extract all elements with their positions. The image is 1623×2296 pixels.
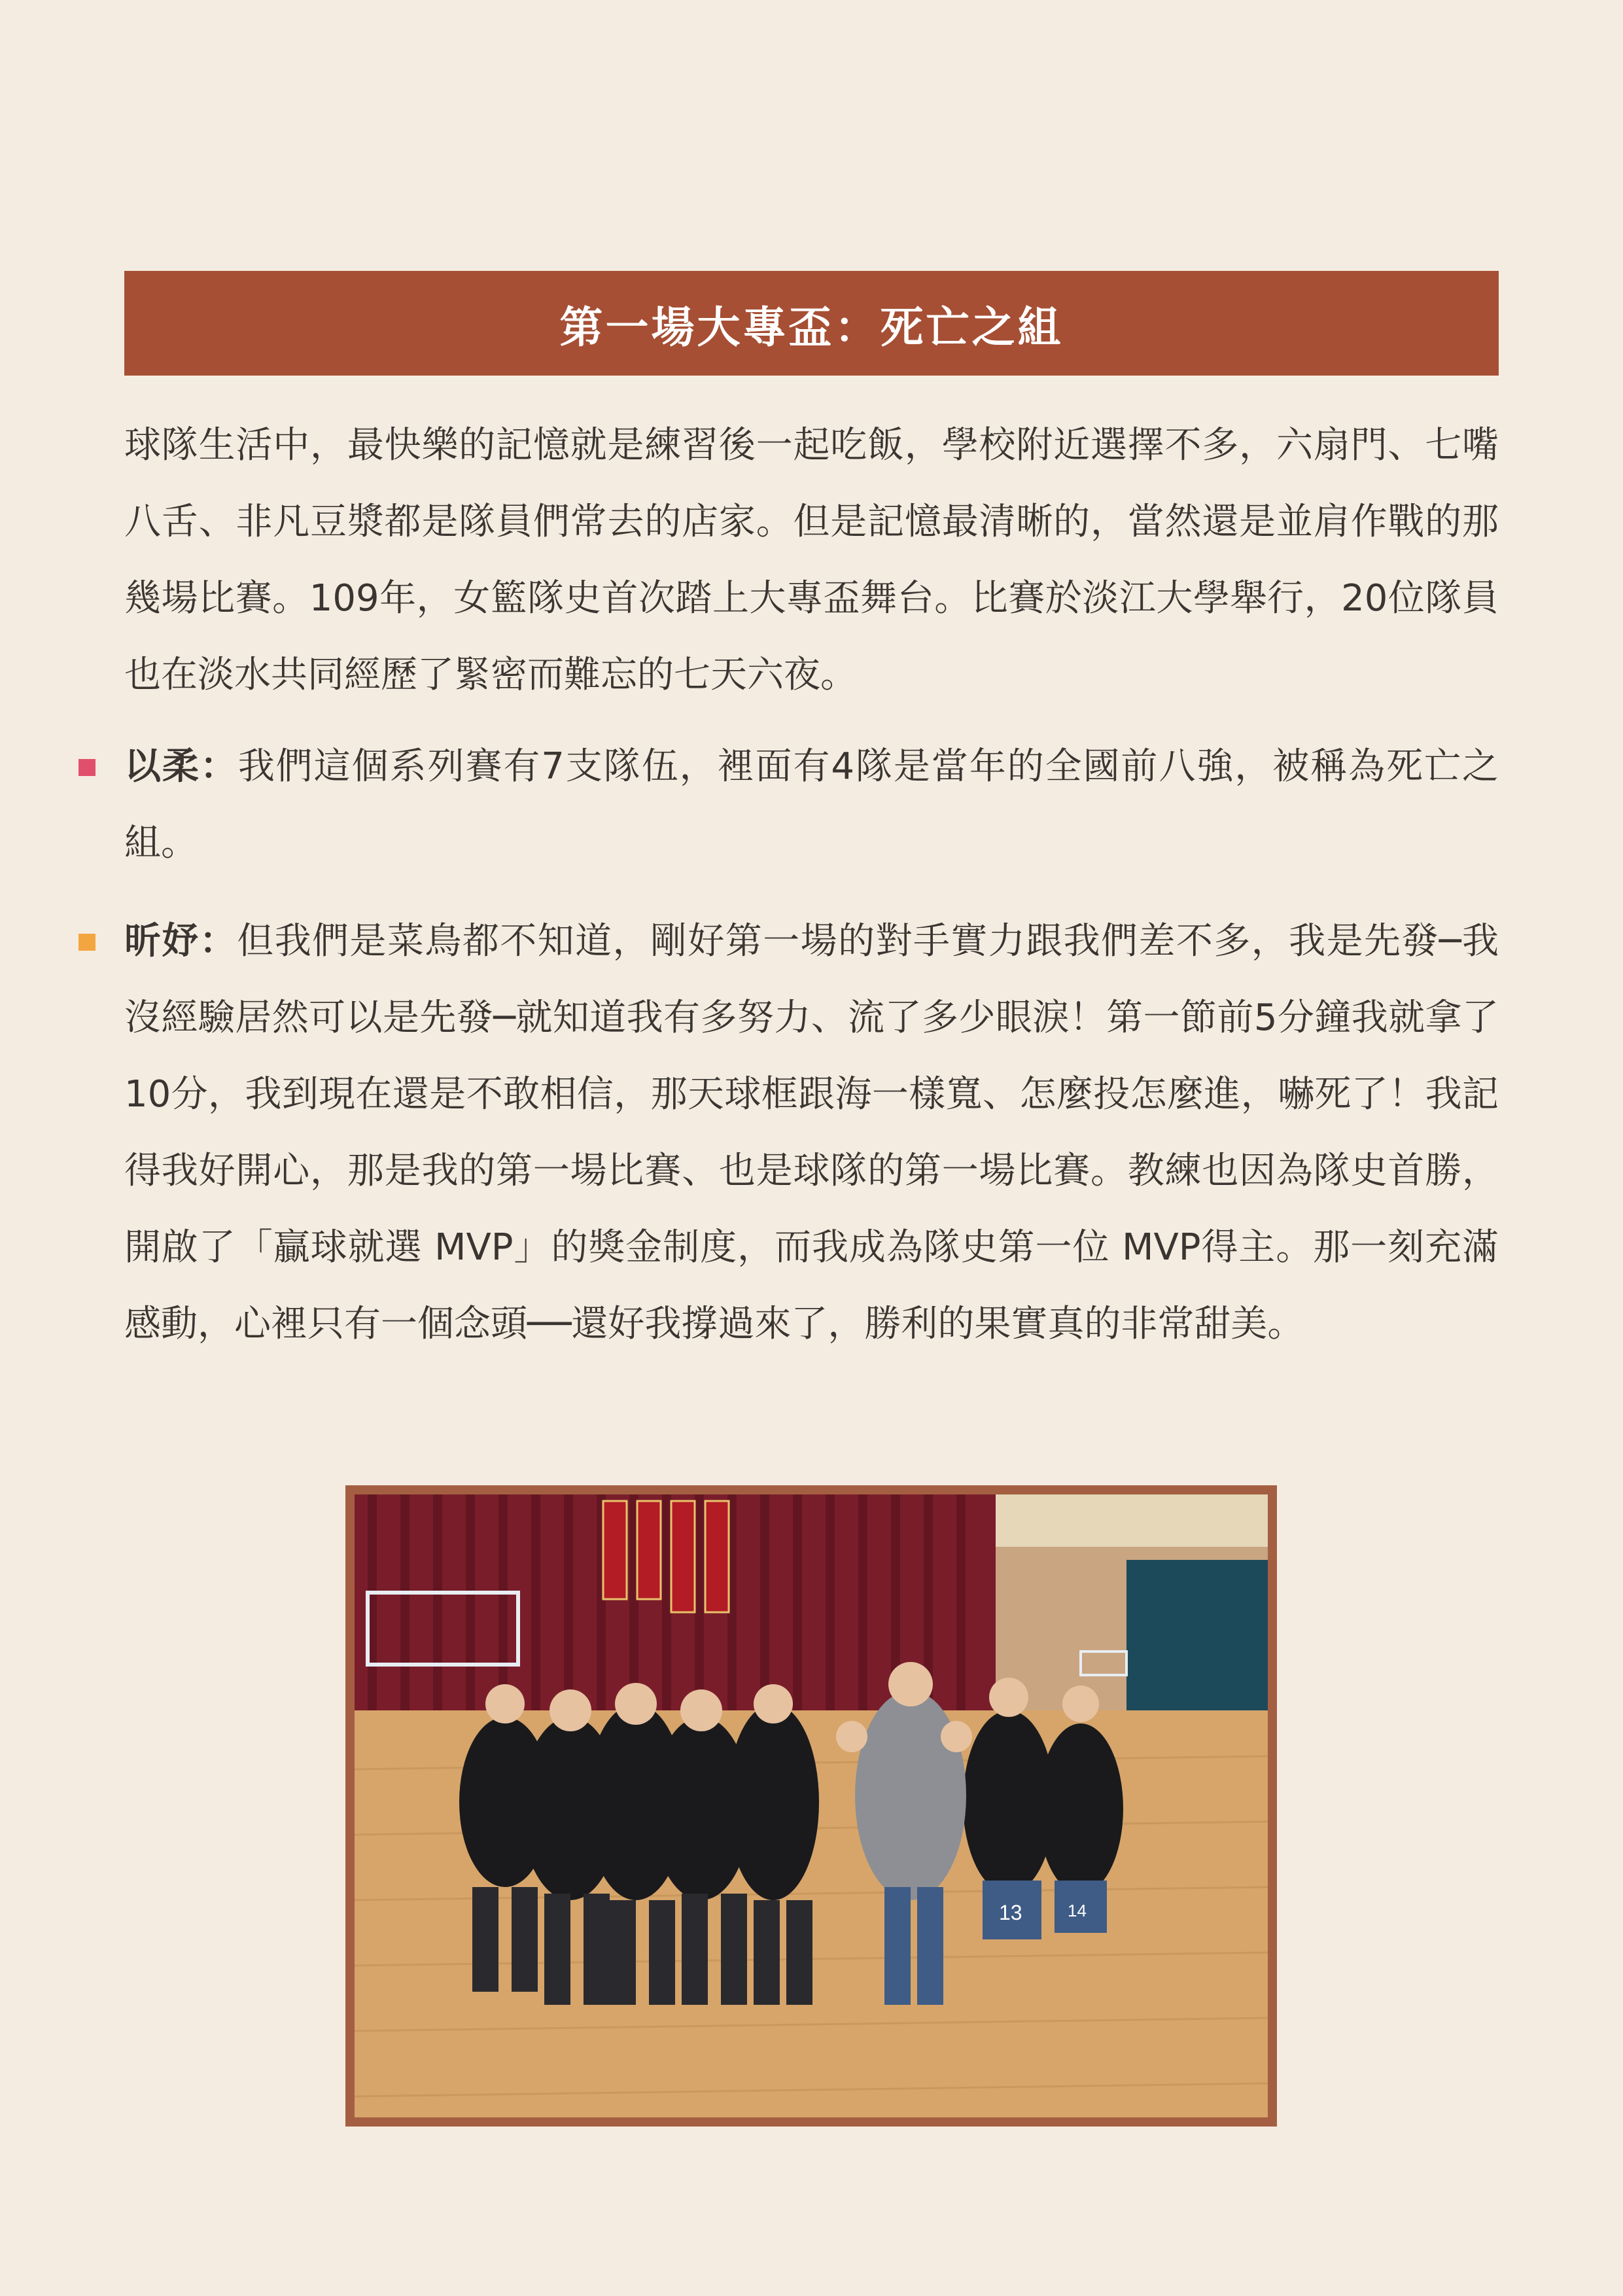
section-title: 第一場大專盃：死亡之組: [559, 302, 1064, 353]
bullet-square-pink: [79, 759, 96, 776]
jersey-number: 14: [1068, 1901, 1087, 1920]
quote-text: 但我們是菜鳥都不知道，剛好第一場的對手實力跟我們差不多，我是先發─我沒經驗居然可以是先發─就知道我有多努力、流了多少眼淚！第一節前5分鐘我就拿了10分，我到現在還是不敢相信，那天球框跟海一樣寬、怎麼投怎麼進，嚇死了！我記得我好開心，那是我的第一場比賽、也是球隊的第一場比賽。教練也因為隊史首勝，開啟了「贏球就選 MVP」的獎金制度，而我成為隊史第一位 MVP得主。那一刻充滿感動，心裡只有一個念頭──還好我撐過來了，勝利的果實真的非常甜美。: [124, 920, 1499, 1345]
team-photo-illustration: [355, 1494, 1268, 2117]
jersey-number: 13: [999, 1901, 1022, 1924]
quote-speaker: 以柔：: [124, 745, 238, 788]
intro-paragraph: 球隊生活中，最快樂的記憶就是練習後一起吃飯，學校附近選擇不多，六扇門、七嘴八舌、非凡豆漿都是隊員們常去的店家。但是記憶最清晰的，當然還是並肩作戰的那幾場比賽。109年，女籃隊史首次踏上大專盃舞台。比賽於淡江大學舉行，20位隊員也在淡水共同經歷了緊密而難忘的七天六夜。: [124, 424, 1499, 696]
team-photo: [355, 1494, 1268, 2117]
quote-yirou: [124, 728, 1499, 881]
bullet-square-orange: [79, 934, 96, 951]
team-photo-frame: [345, 1485, 1277, 2127]
section-title-bar: [124, 271, 1499, 376]
quote-speaker: 昕妤：: [124, 920, 237, 963]
quote-xinyu: [124, 903, 1499, 1362]
quote-text: 我們這個系列賽有7支隊伍，裡面有4隊是當年的全國前八強，被稱為死亡之組。: [124, 745, 1499, 864]
